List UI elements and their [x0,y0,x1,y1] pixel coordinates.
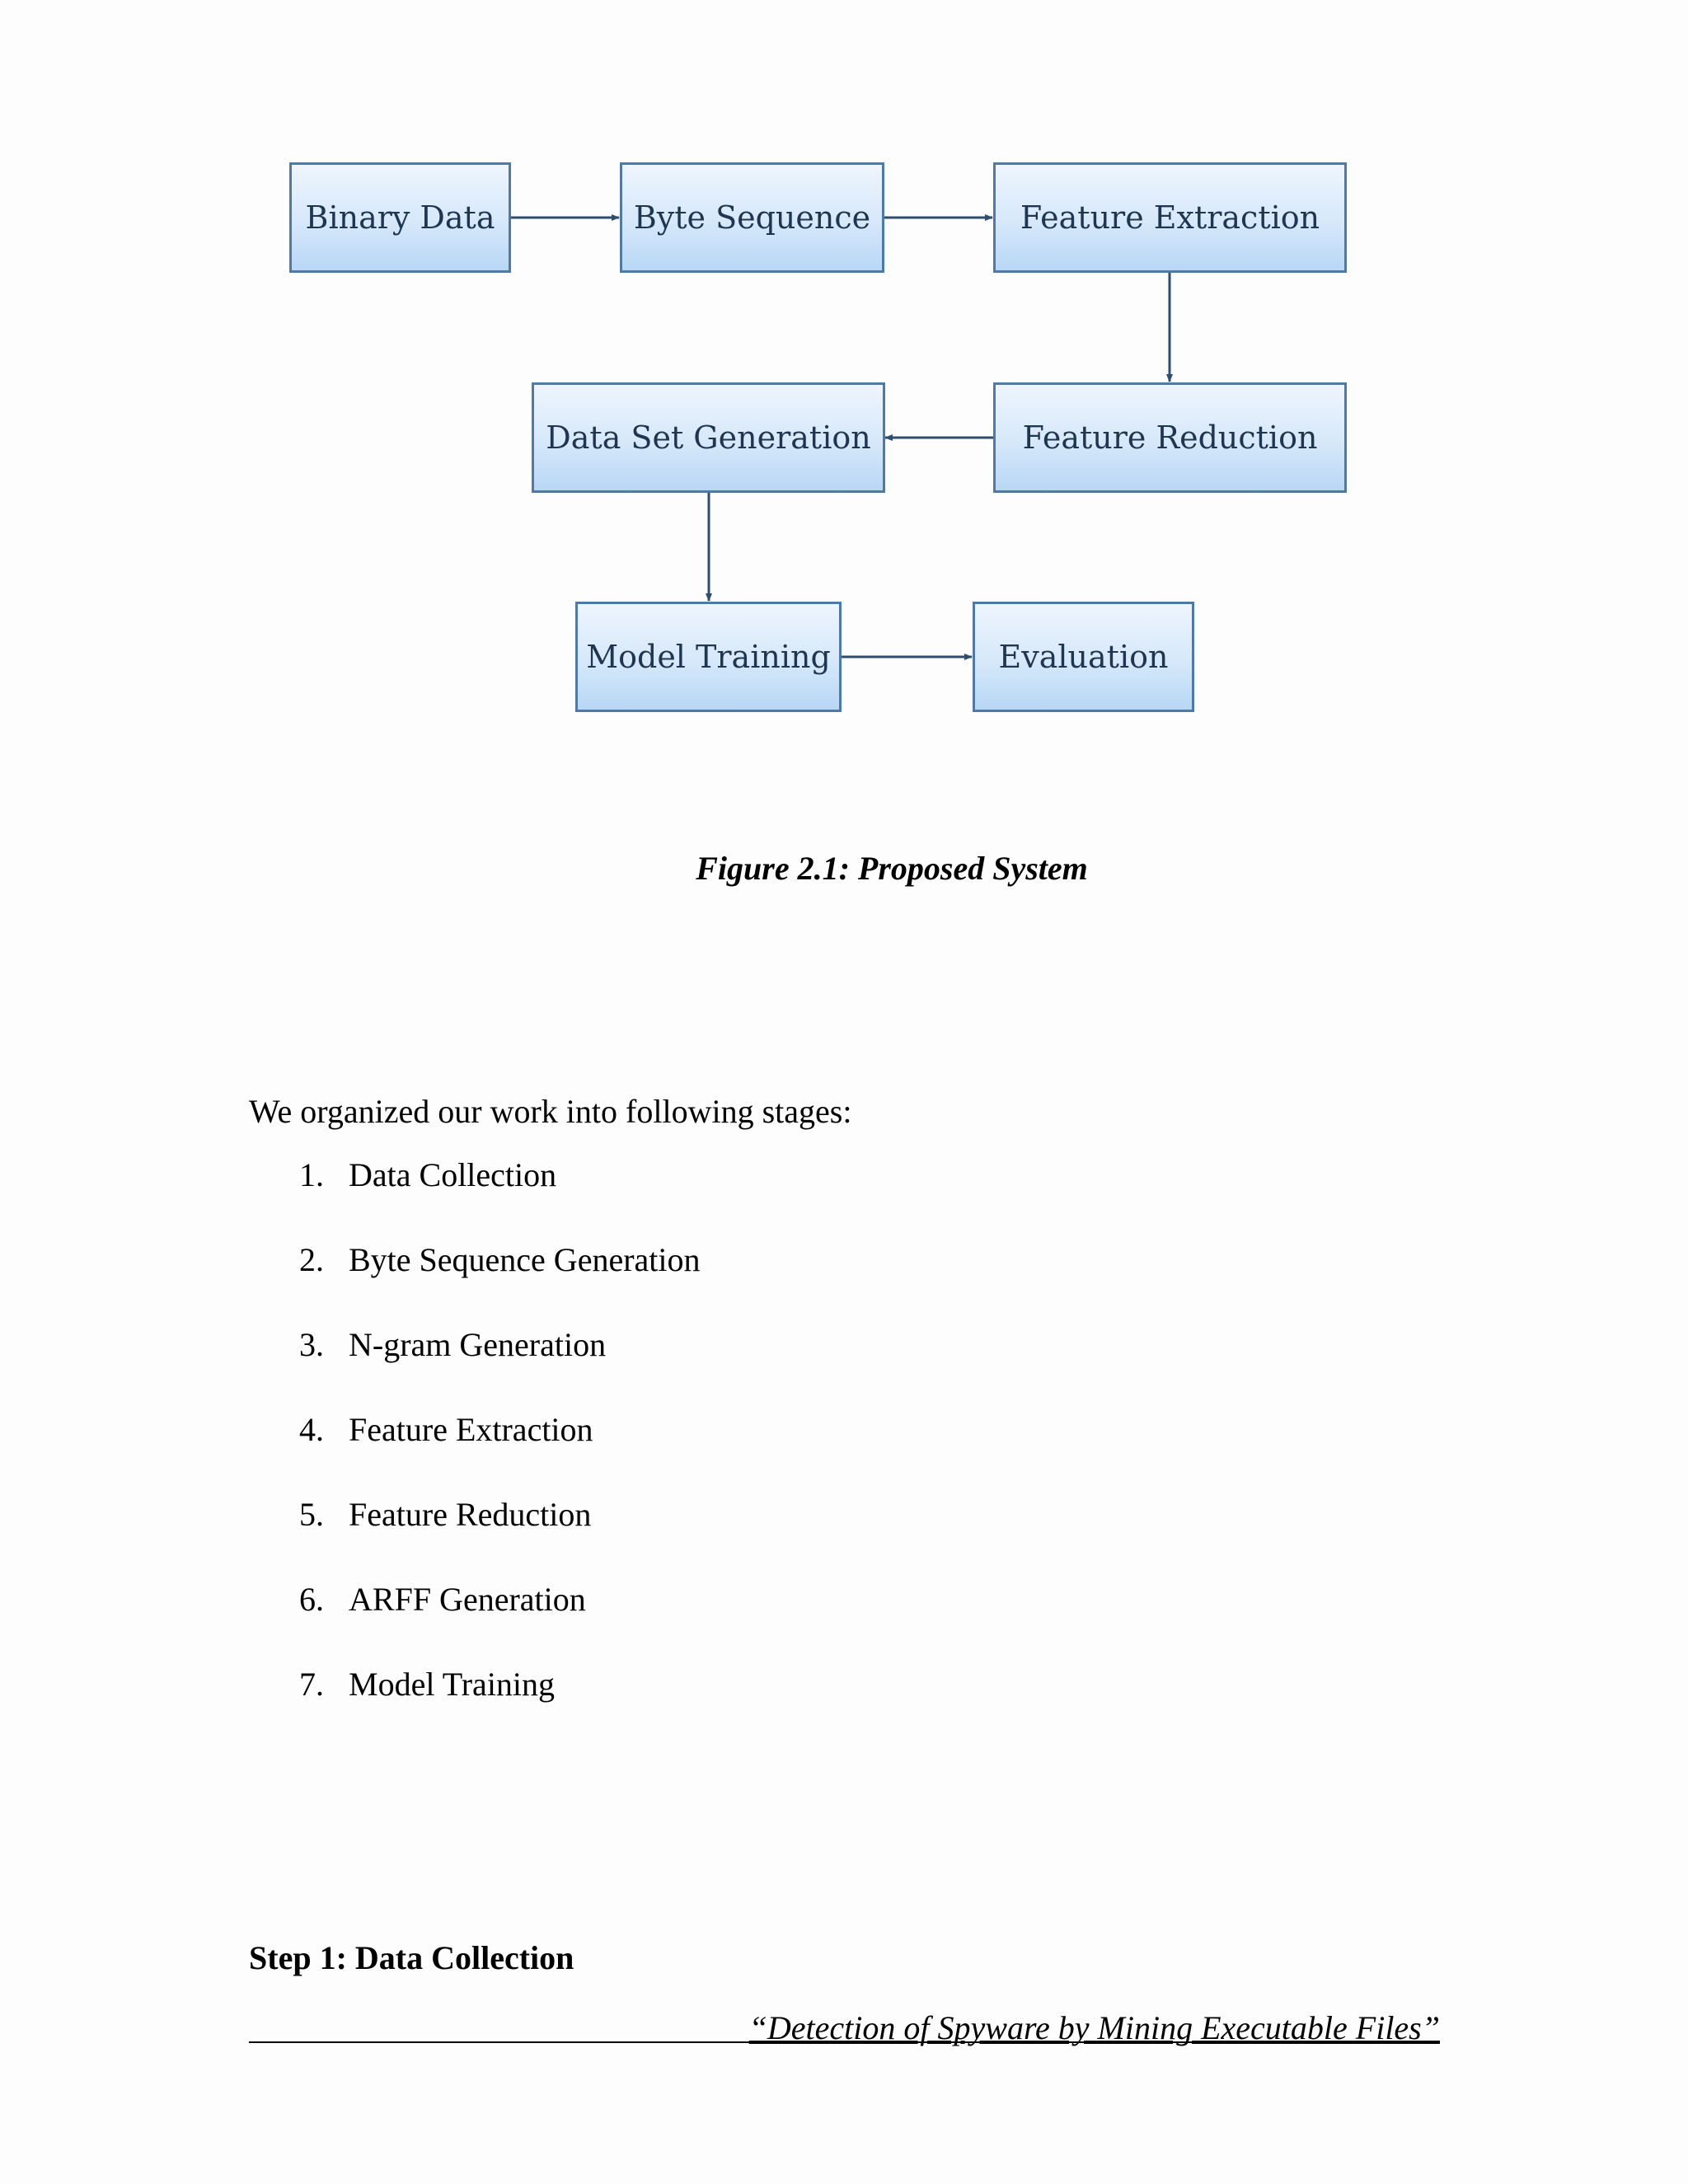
step-heading: Step 1: Data Collection [249,1939,574,1976]
list-item-label: Feature Reduction [349,1496,592,1533]
node-feature-extraction: Feature Extraction [993,162,1347,273]
node-feature-reduction: Feature Reduction [993,382,1347,493]
node-byte-sequence: Byte Sequence [620,162,884,273]
list-item-label: Feature Extraction [349,1411,593,1448]
list-item [249,1665,701,1750]
list-item [249,1155,701,1240]
list-item-label: Model Training [349,1666,556,1703]
list-item-number: 3. [299,1326,324,1363]
list-item-label: Data Collection [349,1156,557,1193]
node-data-set-generation: Data Set Generation [532,382,885,493]
list-item-number: 5. [299,1496,324,1533]
node-binary-data: Binary Data [289,162,511,273]
list-item-number: 2. [299,1241,324,1278]
list-item-label: Byte Sequence Generation [349,1241,701,1278]
figure-caption: Figure 2.1: Proposed System [696,850,1088,887]
node-evaluation: Evaluation [973,602,1194,712]
footer-title: “Detection of Spyware by Mining Executable Files” [748,2009,1440,2046]
list-item-number: 1. [299,1156,324,1193]
list-item [249,1410,701,1495]
list-item-number: 7. [299,1666,324,1703]
node-model-training: Model Training [575,602,842,712]
list-item [249,1580,701,1665]
list-item-number: 6. [299,1581,324,1618]
list-item [249,1240,701,1325]
list-item [249,1325,701,1410]
list-item-label: N-gram Generation [349,1326,607,1363]
stages-list [249,1155,701,1750]
intro-text: We organized our work into following stages: [249,1093,852,1130]
list-item [249,1495,701,1580]
list-item-label: ARFF Generation [349,1581,586,1618]
list-item-number: 4. [299,1411,324,1448]
